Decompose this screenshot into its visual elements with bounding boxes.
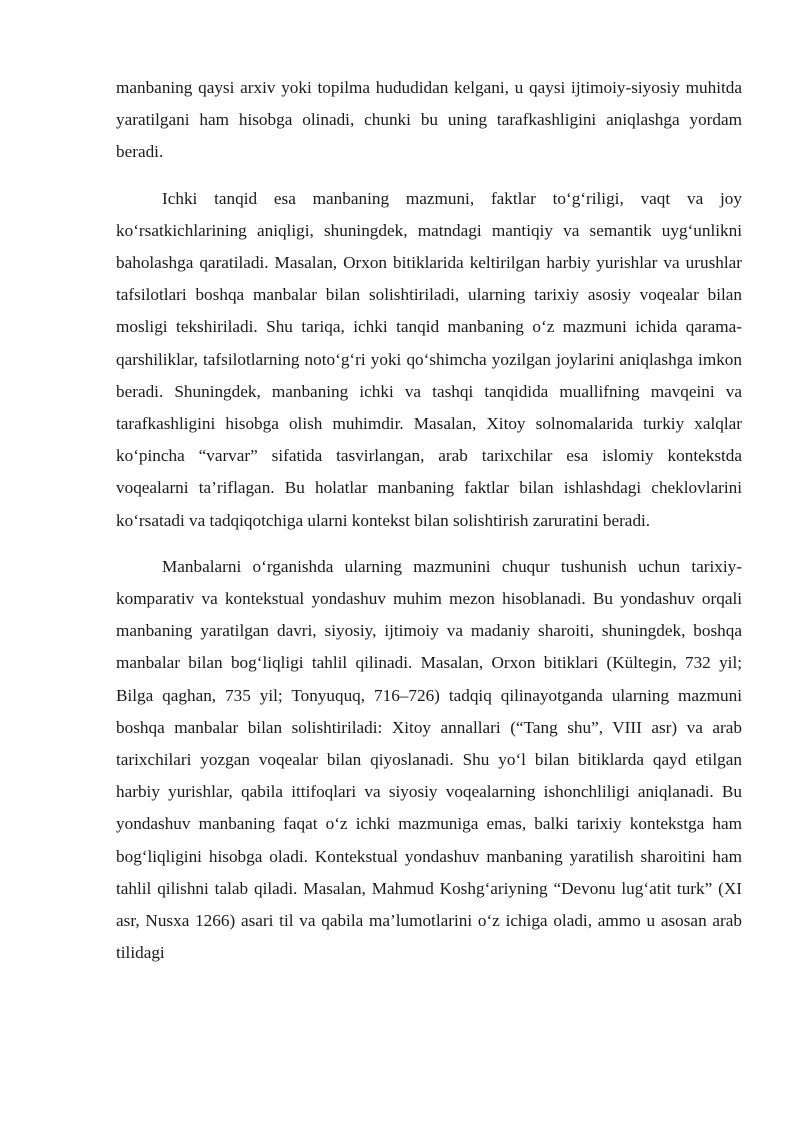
- document-page: [116, 72, 742, 969]
- paragraph-continuation: manbaning qaysi arxiv yoki topilma hududidan kelgani, u qaysi ijtimoiy-siyosiy muhitda yaratilgani ham hisobga olinadi, chunki bu uning tarafkashligini aniqlashga yordam beradi.: [116, 78, 742, 162]
- paragraph-contextual-approach: Manbalarni o‘rganishda ularning mazmunini chuqur tushunish uchun tarixiy-komparativ va kontekstual yondashuv muhim mezon hisoblanadi. Bu yondashuv orqali manbaning yaratilgan davri, siyosiy, ijtimoiy va madaniy sharoiti, shuningdek, boshqa manbalar bilan bog‘liqligi tahlil qilinadi. Masalan, Orxon bitiklari (Kültegin, 732 yil; Bilga qaghan, 735 yil; Tonyuquq, 716–726) tadqiq qilinayotganda ularning mazmuni boshqa manbalar bilan solishtiriladi: Xitoy annallari (“Tang shu”, VIII asr) va arab tarixchilari yozgan voqealar bilan qiyoslanadi. Shu yo‘l bilan bitiklarda qayd etilgan harbiy yurishlar, qabila ittifoqlari va siyosiy voqealarning ishonchliligi aniqlanadi. Bu yondashuv manbaning faqat o‘z ichki mazmuniga emas, balki tarixiy kontekstga ham bog‘liqligini hisobga oladi. Kontekstual yondashuv manbaning yaratilish sharoitini ham tahlil qilishni talab qiladi. Masalan, Mahmud Koshg‘ariyning “Devonu lug‘atit turk” (XI asr, Nusxa 1266) asari til va qabila ma’lumotlarini o‘z ichiga oladi, ammo u asosan arab tilidagi: [116, 556, 742, 963]
- paragraph-internal-criticism: Ichki tanqid esa manbaning mazmuni, faktlar to‘g‘riligi, vaqt va joy ko‘rsatkichlarining aniqligi, shuningdek, matndagi mantiqiy va semantik uyg‘unlikni baholashga qaratiladi. Masalan, Orxon bitiklarida keltirilgan harbiy yurishlar va urushlar tafsilotlari boshqa manbalar bilan solishtiriladi, ularning tarixiy asosiy voqealar bilan mosligi tekshiriladi. Shu tariqa, ichki tanqid manbaning o‘z mazmuni ichida qarama-qarshiliklar, tafsilotlarning noto‘g‘ri yoki qo‘shimcha yozilgan joylarini aniqlashga imkon beradi. Shuningdek, manbaning ichki va tashqi tanqidida muallifning mavqeini va tarafkashligini hisobga olish muhimdir. Masalan, Xitoy solnomalarida turkiy xalqlar ko‘pincha “varvar” sifatida tasvirlangan, arab tarixchilar esa islomiy kontekstda voqealarni ta’riflagan. Bu holatlar manbaning faktlar bilan ishlashdagi cheklovlarini ko‘rsatadi va tadqiqotchiga ularni kontekst bilan solishtirish zaruratini beradi.: [116, 188, 742, 530]
